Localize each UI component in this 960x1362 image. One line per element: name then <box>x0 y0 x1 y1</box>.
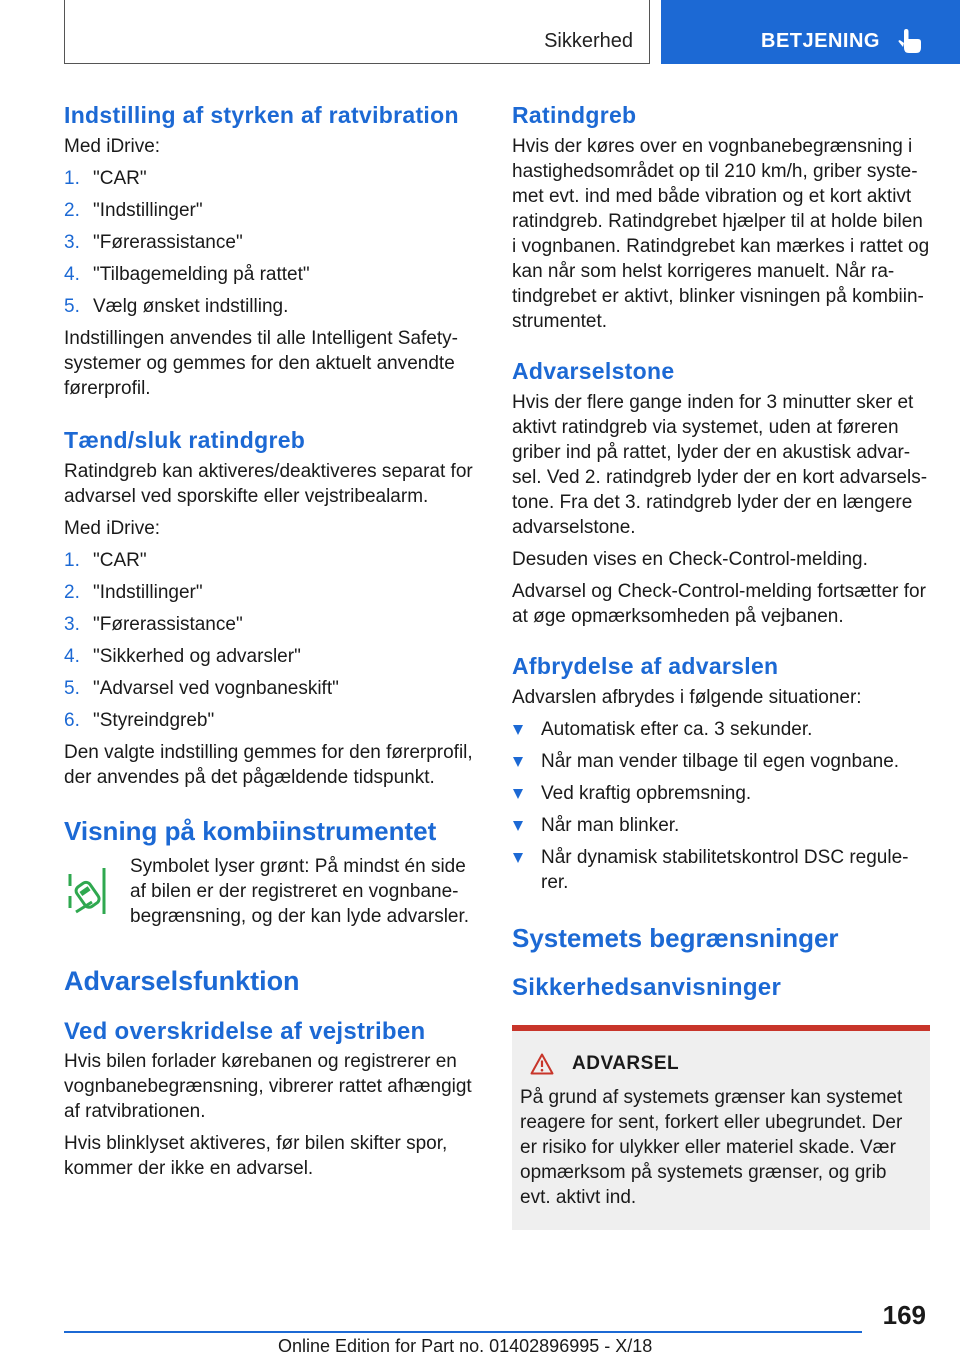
list-item: 5. "Advarsel ved vognbaneskift" <box>64 678 339 699</box>
lane-departure-warning-icon <box>64 866 110 918</box>
triangle-bullet-icon <box>513 853 523 863</box>
list-item: Når dynamisk stabilitetskontrol DSC regule-rer. <box>512 845 930 895</box>
idrive-intro: Med iDrive: <box>64 136 161 157</box>
warning-title: ADVARSEL <box>572 1053 680 1074</box>
paragraph: Hvis der køres over en vognbanebegrænsning i hastighedsområdet op til 210 km/h, griber syste-met evt. ind med både vibration og et kort aktivt ratindgreb. Ratindgrebet hjælper til at holde bilen i vognbanen. Ratindgrebet kan mærkes i rattet og kan når som helst korrigeres manuelt. Når ra-tindgrebet er aktivt, blinker visningen på kombiin-strumentet. <box>512 136 930 332</box>
paragraph: Advarsel og Check-Control-melding fortsætter for at øge opmærksomheden på vejbanen. <box>512 581 926 627</box>
list-item: Når man vender tilbage til egen vognbane. <box>512 749 930 774</box>
triangle-bullet-icon <box>513 821 523 831</box>
header-section-box <box>64 0 650 64</box>
symbol-description <box>64 854 484 929</box>
steps-list-steering <box>64 548 484 733</box>
page-number: 169 <box>882 1300 926 1330</box>
list-item: 2. "Indstillinger" <box>64 200 203 221</box>
paragraph: Hvis der flere gange inden for 3 minutter sker et aktivt ratindgreb via systemet, uden at føreren griber ind på rattet, lyder der en akustisk advar-sel. Ved 2. ratindgreb lyder der en kort advarsels-tone. Fra det 3. ratindgreb lyder der en længere advarselstone. <box>512 392 928 538</box>
list-item: 4. "Sikkerhed og advarsler" <box>64 646 301 667</box>
warning-triangle-icon <box>530 1053 554 1075</box>
hand-pointer-icon <box>897 28 923 54</box>
header-chapter-title: BETJENING <box>761 30 880 52</box>
heading-warning-tone: Advarselstone <box>512 358 675 384</box>
heading-crossing-line: Ved overskridelse af vejstriben <box>64 1018 426 1045</box>
heading-warning-function: Advarselsfunktion <box>64 966 300 996</box>
list-item: 3. "Førerassistance" <box>64 614 243 635</box>
list-item: Når man blinker. <box>512 813 930 838</box>
paragraph: Indstillingen anvendes til alle Intelligent Safety-systemer og gemmes for den aktuelt anvendte førerprofil. <box>64 328 458 399</box>
header-section-title: Sikkerhed <box>544 30 633 52</box>
list-item: Automatisk efter ca. 3 sekunder. <box>512 717 930 742</box>
list-item: 4. "Tilbagemelding på rattet" <box>64 264 310 285</box>
footer-edition: Online Edition for Part no. 01402896995 - X/18 <box>278 1336 653 1356</box>
list-item: 3. "Førerassistance" <box>64 232 243 253</box>
idrive-intro: Med iDrive: <box>64 518 161 539</box>
list-item: 5. Vælg ønsket indstilling. <box>64 296 289 317</box>
list-item: 1. "CAR" <box>64 168 147 189</box>
heading-instrument-display: Visning på kombiinstrumentet <box>64 816 437 846</box>
footer-divider <box>64 1331 862 1333</box>
right-column <box>512 100 930 1230</box>
heading-steering-intervention: Ratindgreb <box>512 102 637 128</box>
triangle-bullet-icon <box>513 725 523 735</box>
paragraph: Den valgte indstilling gemmes for den førerprofil, der anvendes på det pågældende tidspunkt. <box>64 742 473 788</box>
left-column <box>64 100 484 1181</box>
paragraph: Desuden vises en Check-Control-melding. <box>512 549 868 570</box>
paragraph: Hvis blinklyset aktiveres, før bilen skifter spor, kommer der ikke en advarsel. <box>64 1133 448 1179</box>
heading-toggle-steering: Tænd/sluk ratindgreb <box>64 427 306 453</box>
warning-text: På grund af systemets grænser kan systemet reagere for sent, forkert eller ubegrundet. Der er risiko for ulykker eller materiel skade. Vær opmærksom på systemets grænser, og grib evt. aktivt ind. <box>520 1087 903 1208</box>
list-item: Ved kraftig opbremsning. <box>512 781 930 806</box>
warning-box <box>512 1025 930 1230</box>
triangle-bullet-icon <box>513 789 523 799</box>
list-item: 6. "Styreindgreb" <box>64 710 215 731</box>
paragraph: Hvis bilen forlader kørebanen og registrerer en vognbanebegrænsning, vibrerer rattet afhængigt af ratvibrationen. <box>64 1051 472 1122</box>
paragraph: Ratindgreb kan aktiveres/deaktiveres separat for advarsel ved sporskifte eller vejstribealarm. <box>64 461 473 507</box>
heading-safety-notes: Sikkerhedsanvisninger <box>512 974 782 1001</box>
interruption-list <box>512 717 930 895</box>
triangle-bullet-icon <box>513 757 523 767</box>
heading-vibration-strength: Indstilling af styrken af ratvibration <box>64 102 459 128</box>
symbol-text: Symbolet lyser grønt: På mindst én side af bilen er der registreret en vognbane-begrænsning, og der kan lyde advarsler. <box>130 856 470 927</box>
heading-system-limits: Systemets begrænsninger <box>512 923 839 953</box>
paragraph: Advarslen afbrydes i følgende situationer: <box>512 687 862 708</box>
header-chapter-box <box>661 0 960 64</box>
heading-warning-interruption: Afbrydelse af advarslen <box>512 653 779 679</box>
steps-list-vibration <box>64 166 484 319</box>
list-item: 2. "Indstillinger" <box>64 582 203 603</box>
list-item: 1. "CAR" <box>64 550 147 571</box>
